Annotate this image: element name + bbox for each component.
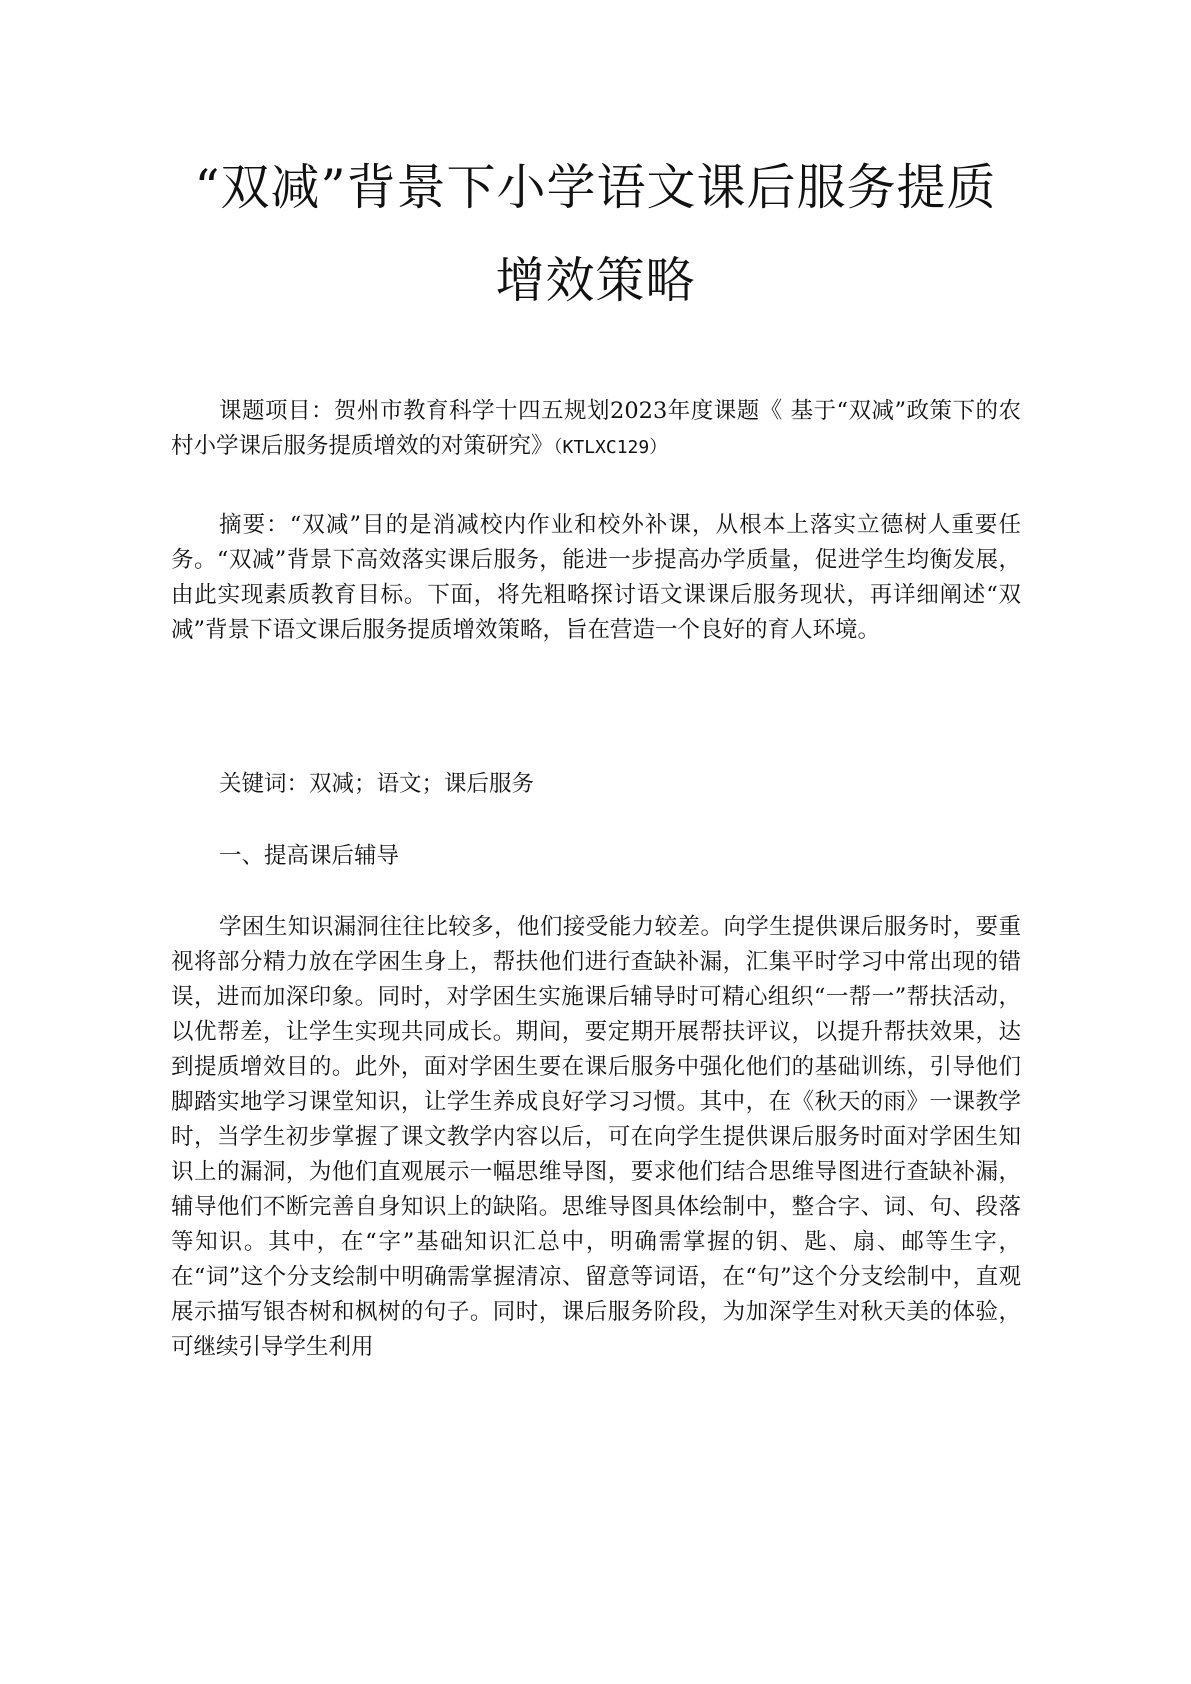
document-title-line-1: “双减”背景下小学语文课后服务提质 <box>194 159 997 216</box>
project-code: （KTLXC129） <box>553 437 668 458</box>
project-text: 课题项目：贺州市教育科学十四五规划2023年度课题《 基于“双减”政策下的农村小学课后服务提质增效的对策研究》 <box>171 398 1021 459</box>
project-paragraph <box>171 394 1021 465</box>
document-title-line-2: 增效策略 <box>495 252 696 309</box>
section-1-heading: 一、提高课后辅导 <box>219 843 400 869</box>
abstract-paragraph: 摘要：“双减”目的是消减校内作业和校外补课，从根本上落实立德树人重要任务。“双减”背景下高效落实课后服务，能进一步提高办学质量，促进学生均衡发展，由此实现素质教育目标。下面，将先粗略探讨语文课课后服务现状，再详细阐述“双减”背景下语文课后服务提质增效策略，旨在营造一个良好的育人环境。 <box>171 512 1021 643</box>
keywords-paragraph: 关键词：双减；语文；课后服务 <box>219 771 535 797</box>
section-1-body: 学困生知识漏洞往往比较多，他们接受能力较差。向学生提供课后服务时，要重视将部分精力放在学困生身上，帮扶他们进行查缺补漏，汇集平时学习中常出现的错误，进而加深印象。同时，对学困生实施课后辅导时可精心组织“一帮一”帮扶活动，以优帮差，让学生实现共同成长。期间，要定期开展帮扶评议，以提升帮扶效果，达到提质增效目的。此外，面对学困生要在课后服务中强化他们的基础训练，引导他们脚踏实地学习课堂知识，让学生养成良好学习习惯。其中，在《秋天的雨》一课教学时，当学生初步掌握了课文教学内容以后，可在向学生提供课后服务时面对学困生知识上的漏洞，为他们直观展示一幅思维导图，要求他们结合思维导图进行查缺补漏，辅导他们不断完善自身知识上的缺陷。思维导图具体绘制中，整合字、词、句、段落等知识。其中，在“字”基础知识汇总中，明确需掌握的钥、匙、扇、邮等生字，在“词”这个分支绘制中明确需掌握清凉、留意等词语，在“句”这个分支绘制中，直观展示描写银杏树和枫树的句子。同时，课后服务阶段，为加深学生对秋天美的体验，可继续引导学生利用 <box>171 914 1021 1360</box>
